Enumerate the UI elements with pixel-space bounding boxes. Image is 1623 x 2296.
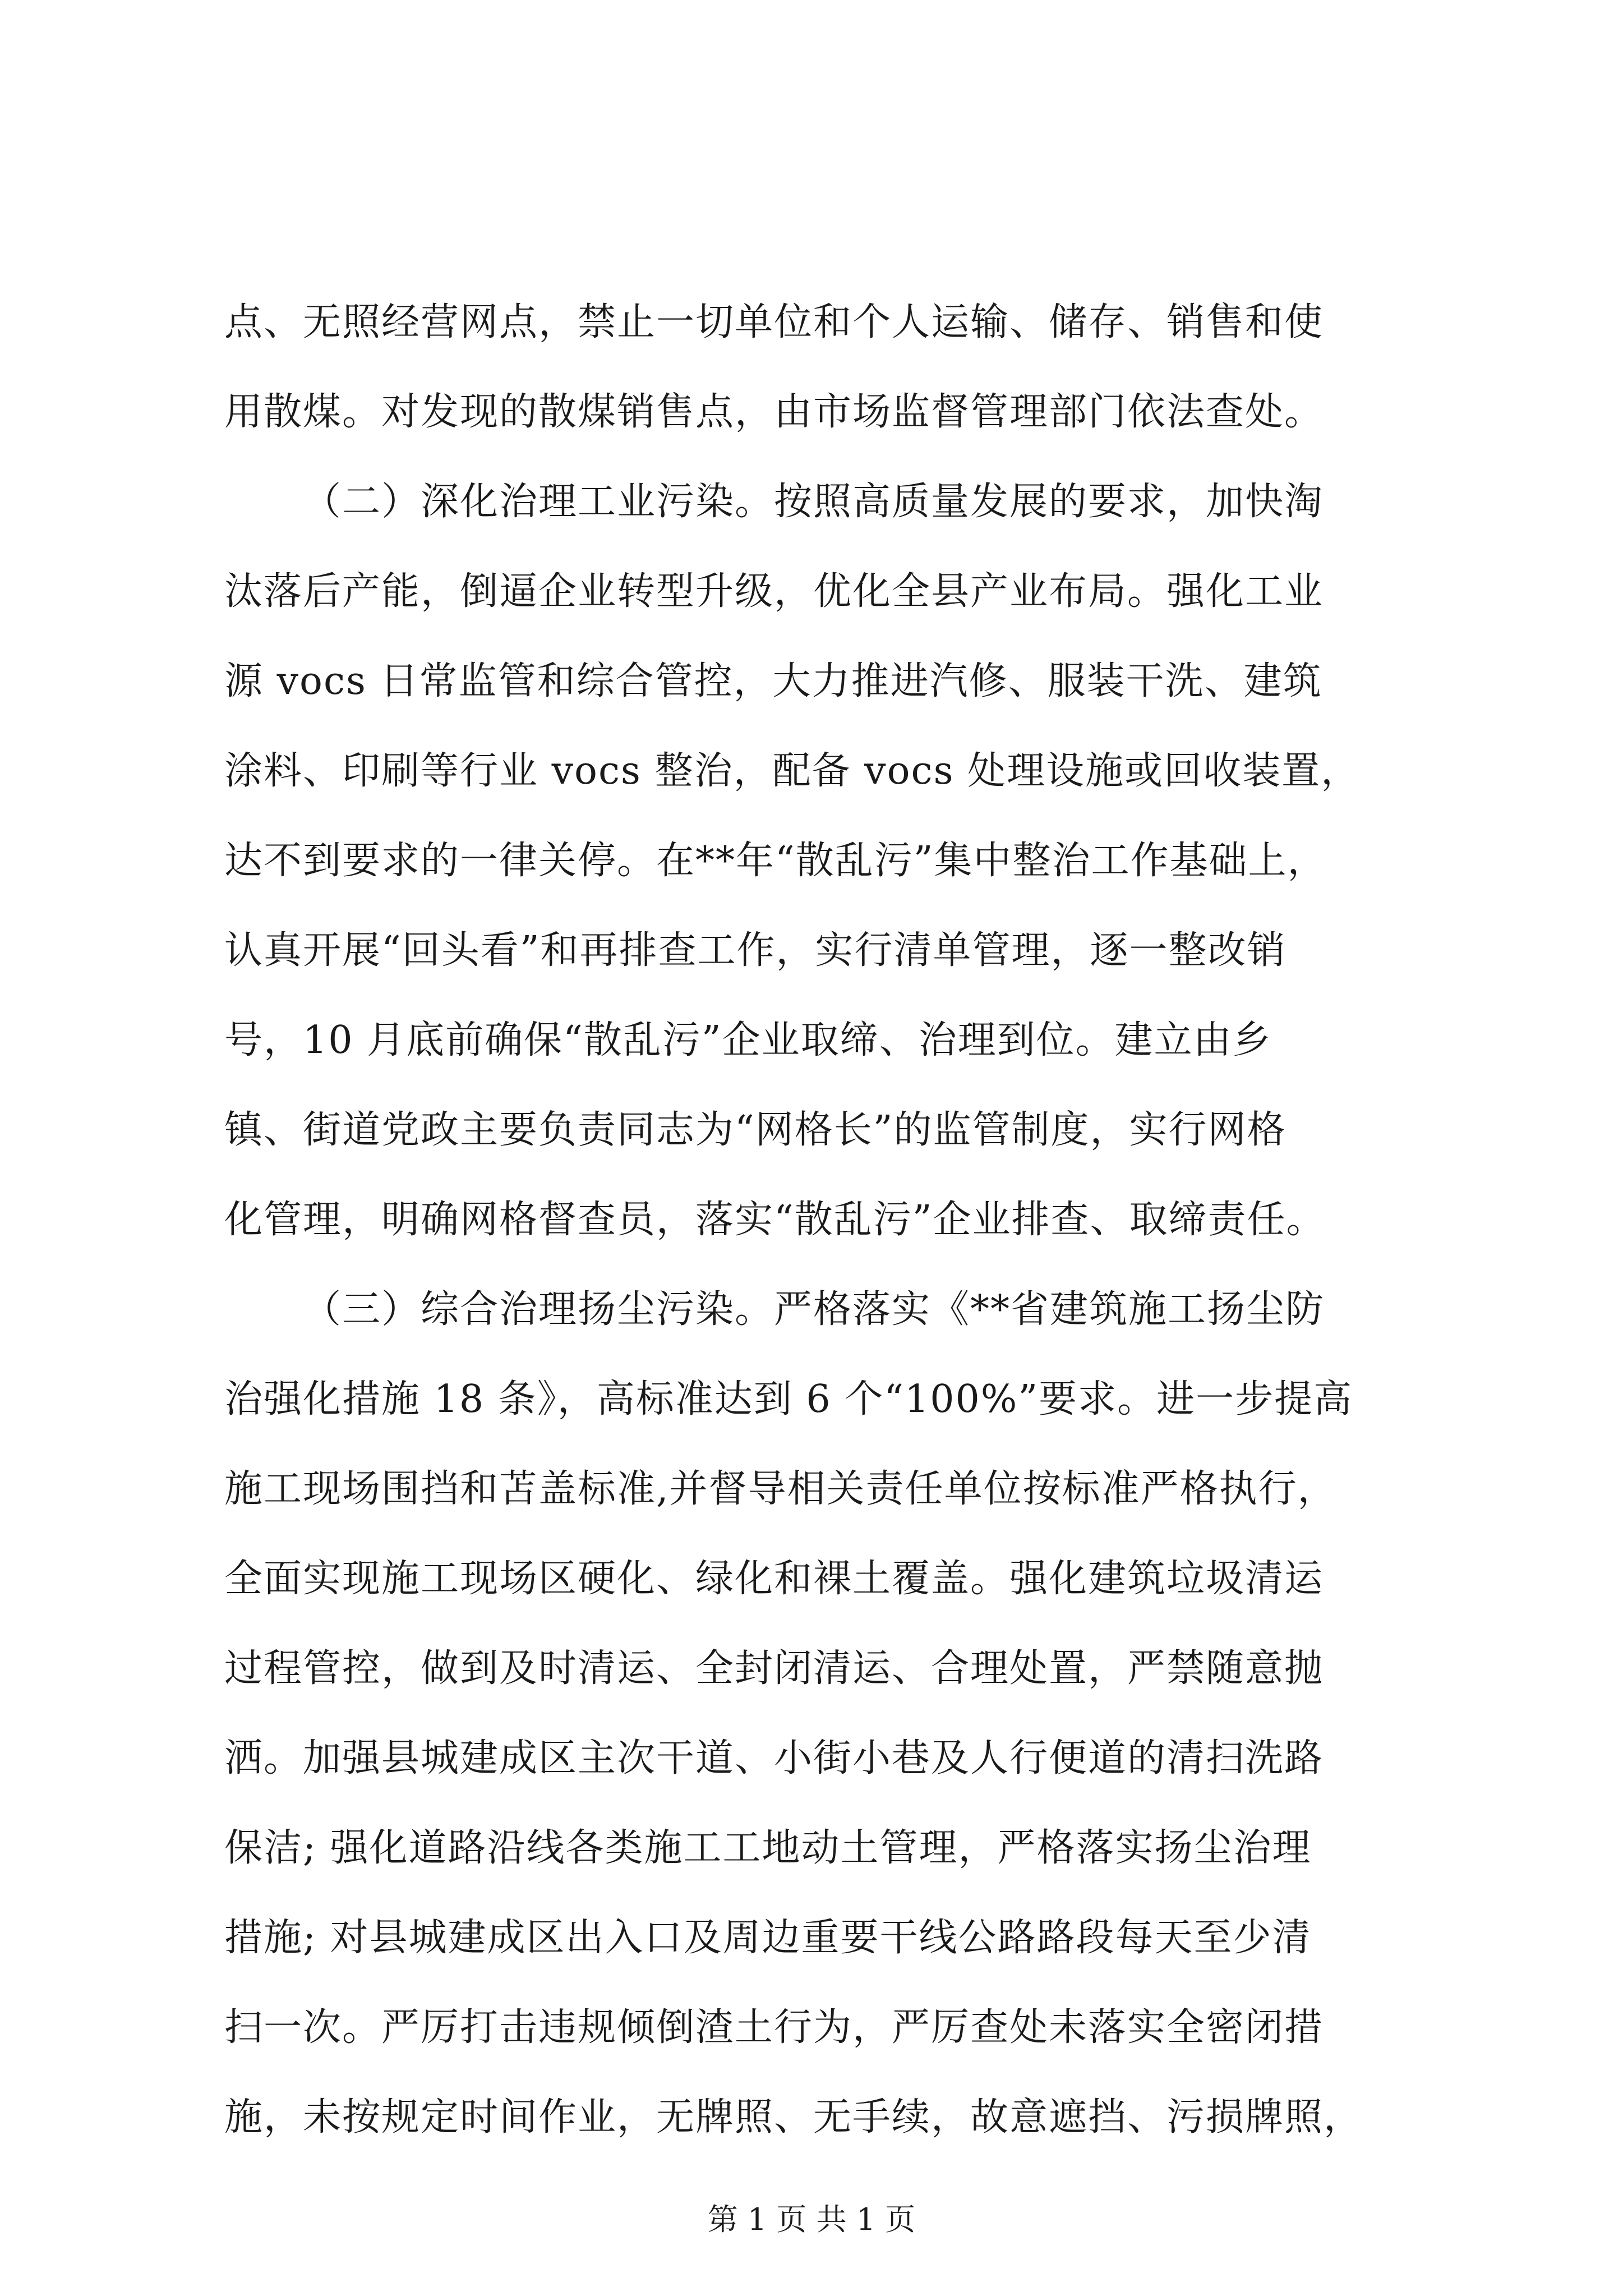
- text-line: 点、无照经营网点，禁止一切单位和个人运输、储存、销售和使: [224, 300, 1324, 344]
- paragraph-start-line: （三）综合治理扬尘污染。严格落实《**省建筑施工扬尘防: [303, 1287, 1325, 1332]
- paragraph-start-line: （二）深化治理工业污染。按照高质量发展的要求，加快淘: [303, 480, 1324, 524]
- text-line: 源 vocs 日常监管和综合管控，大力推进汽修、服装干洗、建筑: [224, 659, 1322, 703]
- text-line: 汰落后产能，倒逼企业转型升级，优化全县产业布局。强化工业: [224, 569, 1324, 614]
- text-line: 保洁; 强化道路沿线各类施工工地动土管理，严格落实扬尘治理: [224, 1826, 1312, 1870]
- text-line: 施工现场围挡和苫盖标准,并督导相关责任单位按标准严格执行，: [224, 1467, 1337, 1511]
- text-line: 措施; 对县城建成区出入口及周边重要干线公路路段每天至少清: [224, 1916, 1312, 1960]
- text-line: 认真开展“回头看”和再排查工作，实行清单管理，逐一整改销: [224, 928, 1287, 973]
- text-line: 治强化措施 18 条》，高标准达到 6 个“100%”要求。进一步提高: [224, 1377, 1353, 1421]
- text-line: 达不到要求的一律关停。在**年“散乱污”集中整治工作基础上，: [224, 839, 1327, 883]
- text-line: 化管理，明确网格督查员，落实“散乱污”企业排查、取缔责任。: [224, 1198, 1326, 1242]
- page-footer: 第 1 页 共 1 页: [707, 2202, 916, 2237]
- text-line: 号，10 月底前确保“散乱污”企业取缔、治理到位。建立由乡: [224, 1018, 1272, 1062]
- text-line: 用散煤。对发现的散煤销售点，由市场监督管理部门依法查处。: [224, 390, 1324, 434]
- text-line: 施，未按规定时间作业，无牌照、无手续，故意遮挡、污损牌照，: [224, 2095, 1363, 2139]
- text-line: 洒。加强县城建成区主次干道、小街小巷及人行便道的清扫洗路: [224, 1736, 1324, 1780]
- text-line: 过程管控，做到及时清运、全封闭清运、合理处置，严禁随意抛: [224, 1646, 1324, 1691]
- text-line: 扫一次。严厉打击违规倾倒渣土行为，严厉查处未落实全密闭措: [224, 2005, 1324, 2050]
- text-line: 镇、街道党政主要负责同志为“网格长”的监管制度，实行网格: [224, 1108, 1287, 1152]
- text-line: 涂料、印刷等行业 vocs 整治，配备 vocs 处理设施或回收装置，: [224, 749, 1361, 793]
- text-line: 全面实现施工现场区硬化、绿化和裸土覆盖。强化建筑垃圾清运: [224, 1557, 1324, 1601]
